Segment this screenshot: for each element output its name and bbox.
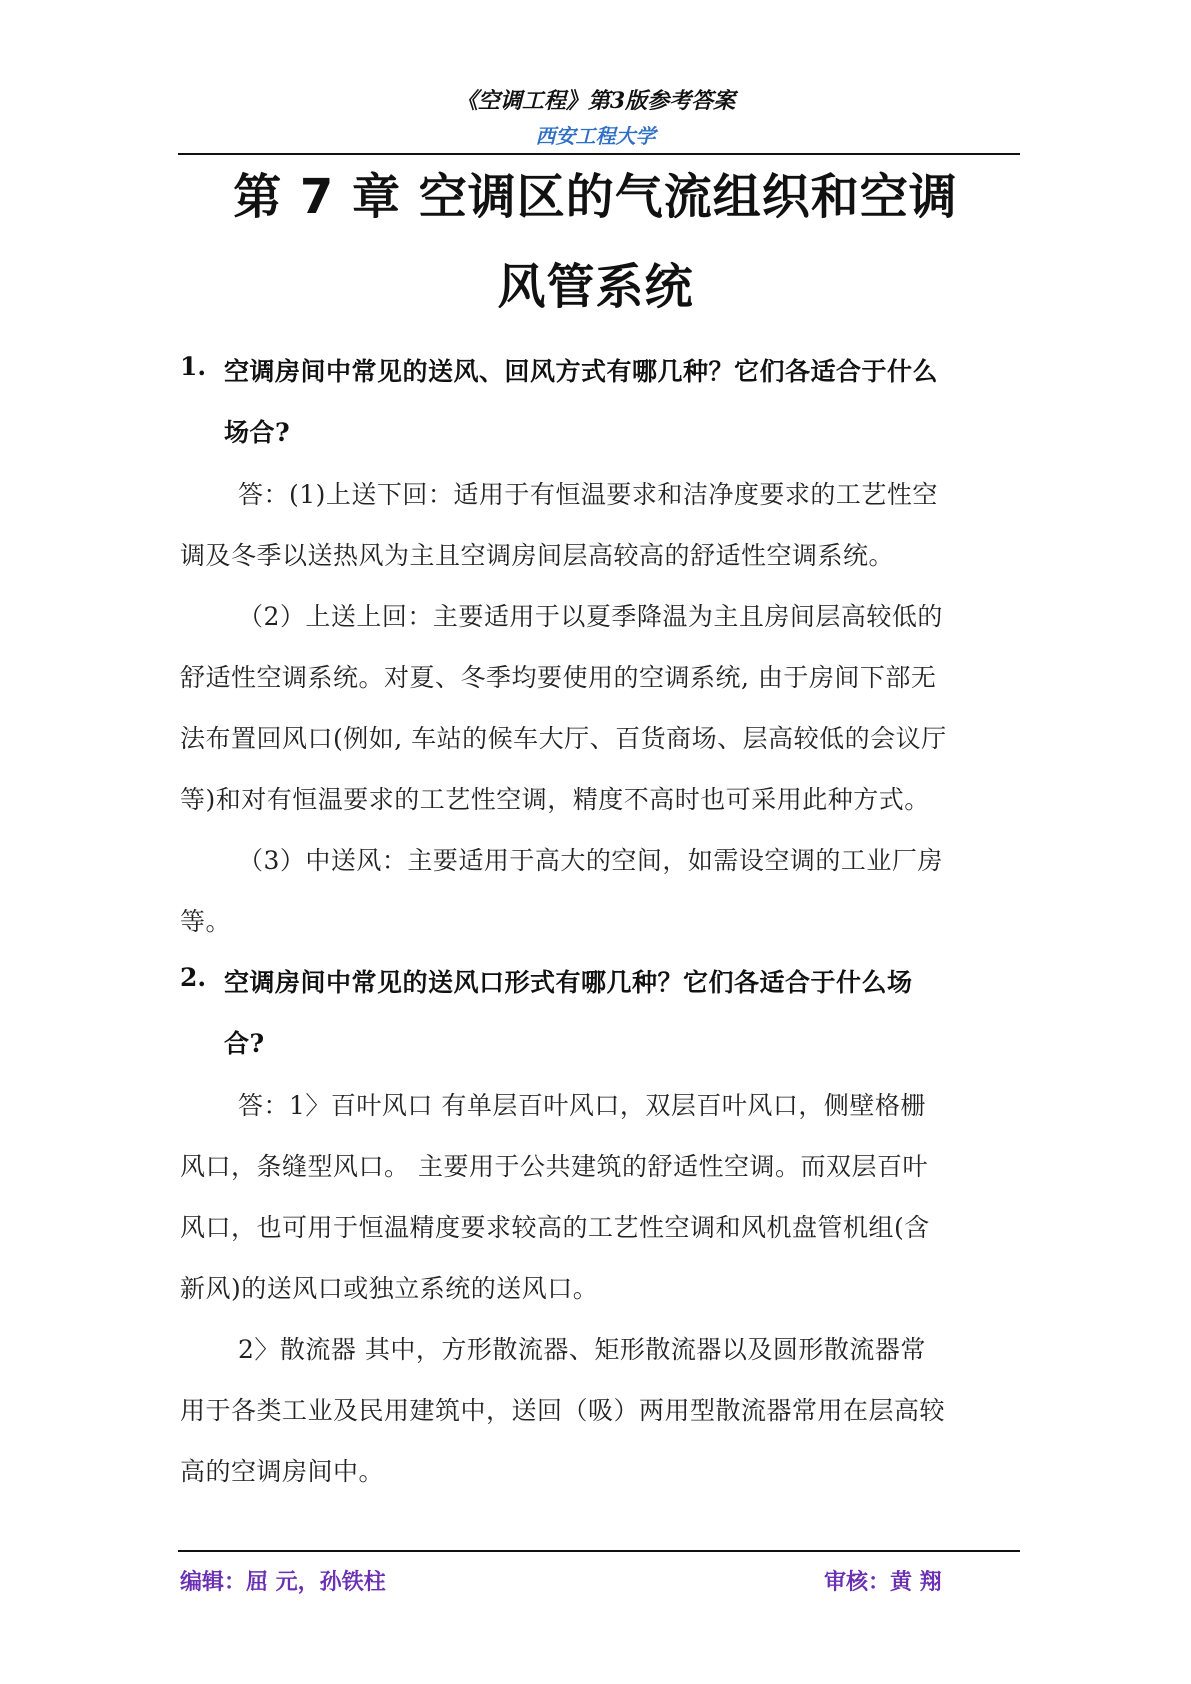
answer-1-text: 答：(1)上送下回：适用于有恒温要求和洁净度要求的工艺性空 bbox=[238, 480, 938, 509]
chapter-title-line-1: 第 7 章 空调区的气流组织和空调 bbox=[233, 169, 958, 225]
answer-2-text: 风口，条缝型风口。 主要用于公共建筑的舒适性空调。而双层百叶 bbox=[180, 1152, 928, 1181]
answer-1-text: 法布置回风口(例如, 车站的候车大厅、百货商场、层高较低的会议厅 bbox=[180, 724, 947, 753]
answer-2-text: 风口，也可用于恒温精度要求较高的工艺性空调和风机盘管机组(含 bbox=[180, 1213, 930, 1242]
question-2-line-1: 空调房间中常见的送风口形式有哪几种？它们各适合于什么场 bbox=[224, 968, 913, 997]
answer-2-text: 答：1〉百叶风口 有单层百叶风口，双层百叶风口，侧壁格栅 bbox=[238, 1091, 926, 1120]
answer-1-text: 调及冬季以送热风为主且空调房间层高较高的舒适性空调系统。 bbox=[180, 541, 895, 570]
answer-2-text: 高的空调房间中。 bbox=[180, 1457, 385, 1486]
question-1-line-2: 场合? bbox=[224, 418, 291, 447]
answer-1-text: 舒适性空调系统。对夏、冬季均要使用的空调系统, 由于房间下部无 bbox=[180, 663, 937, 692]
header-title: 《空调工程》第3版参考答案 bbox=[455, 88, 736, 114]
header-divider bbox=[178, 153, 1020, 155]
answer-2-text: 新风)的送风口或独立系统的送风口。 bbox=[180, 1274, 599, 1303]
question-2-line-2: 合? bbox=[224, 1029, 265, 1058]
answer-1-text: 等。 bbox=[180, 907, 232, 936]
answer-2-text: 用于各类工业及民用建筑中，送回（吸）两用型散流器常用在层高较 bbox=[180, 1396, 946, 1425]
footer-editors: 编辑：屈 元，孙铁柱 bbox=[180, 1569, 386, 1595]
answer-1-text: （3）中送风：主要适用于高大的空间，如需设空调的工业厂房 bbox=[238, 846, 943, 875]
question-2-number: 2. bbox=[180, 963, 207, 992]
answer-1-text: 等)和对有恒温要求的工艺性空调，精度不高时也可采用此种方式。 bbox=[180, 785, 930, 814]
question-1-number: 1. bbox=[180, 352, 207, 381]
answer-2-text: 2〉散流器 其中，方形散流器、矩形散流器以及圆形散流器常 bbox=[238, 1335, 926, 1364]
footer-reviewer: 审核：黄 翔 bbox=[824, 1569, 942, 1595]
chapter-title-line-2: 风管系统 bbox=[497, 259, 694, 315]
header-school: 西安工程大学 bbox=[535, 124, 656, 148]
footer-divider bbox=[178, 1550, 1020, 1552]
question-1-line-1: 空调房间中常见的送风、回风方式有哪几种？它们各适合于什么 bbox=[224, 357, 939, 386]
answer-1-text: （2）上送上回：主要适用于以夏季降温为主且房间层高较低的 bbox=[238, 602, 943, 631]
